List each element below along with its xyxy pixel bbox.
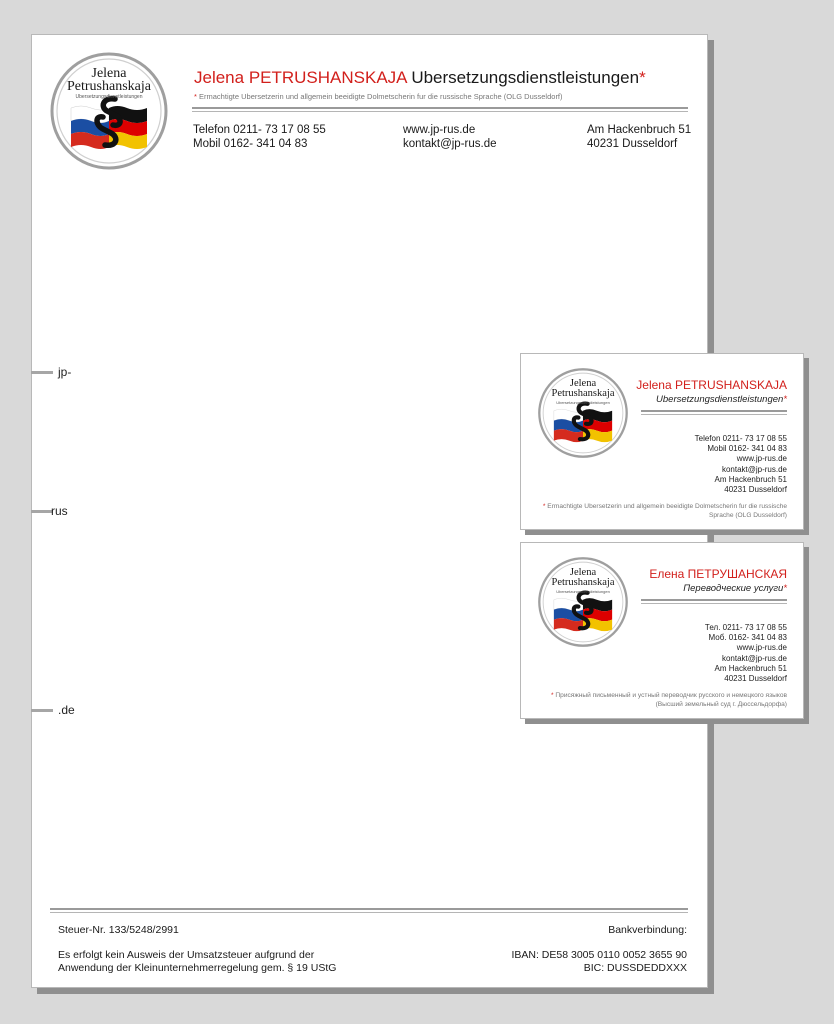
card-contact-list: Тел. 0211- 73 17 08 55 Моб. 0162- 341 04 83 www.jp-rus.de kontakt@jp-rus.de Am Hackenbruch 51 40231 Dusseldorf	[704, 623, 787, 684]
logo-seal-icon: Jelena Petrushanskaja Ubersetzungsdienstleistungen	[537, 367, 629, 459]
letterhead-name: Jelena PETRUSHANSKAJA	[194, 68, 407, 87]
card-service: Ubersetzungsdienstleistungen*	[656, 394, 787, 405]
card-note: * Присяжный письменный и устный переводчик русского и немецкого языков (Высший земельный суд г. Дюссельдорфа)	[550, 692, 787, 708]
email-link[interactable]: kontakt@jp-rus.de	[721, 653, 787, 663]
tax-number: Steuer-Nr. 133/5248/2991	[58, 924, 179, 936]
city: 40231 Dusseldorf	[587, 138, 678, 150]
footer-rule-thin	[50, 912, 688, 913]
header-rule-thin	[192, 111, 688, 112]
card-contact-list: Telefon 0211- 73 17 08 55 Mobil 0162- 341 04 83 www.jp-rus.de kontakt@jp-rus.de Am Hackenbruch 51 40231 Dusseldorf	[694, 434, 787, 495]
letterhead-service: Ubersetzungsdienstleistungen	[411, 68, 640, 87]
card-rule-thin	[641, 414, 787, 415]
iban: IBAN: DE58 3005 0110 0052 3655 90	[511, 949, 687, 961]
letterhead-title	[194, 68, 646, 88]
card-rule	[641, 599, 787, 601]
card-note: * Ermachtigte Ubersetzerin und allgemein beeidigte Dolmetscherin fur die russische Sprache (OLG Dusseldorf)	[542, 503, 787, 519]
card-name: Елена ПЕТРУШАНСКАЯ	[649, 567, 787, 581]
logo-tagline: Ubersetzungsdienstleistungen	[75, 94, 143, 100]
website-link[interactable]: www.jp-rus.de	[403, 124, 476, 136]
footer-rule	[50, 908, 688, 910]
header-rule	[192, 107, 688, 109]
business-card-de	[520, 353, 804, 530]
bank-details	[511, 949, 687, 975]
asterisk: *	[639, 68, 646, 87]
contact-web-block	[403, 123, 497, 151]
logo-last-name: Petrushanskaja	[67, 79, 151, 94]
margin-label-jp: jp-	[58, 365, 72, 379]
phone: Telefon 0211- 73 17 08 55	[193, 124, 326, 136]
contact-phone-block	[193, 123, 326, 151]
logo-seal-icon: Jelena Petrushanskaja Ubersetzungsdienstleistungen	[537, 556, 629, 648]
margin-label-rus: rus	[51, 504, 68, 518]
card-rule-thin	[641, 603, 787, 604]
fold-mark	[31, 510, 53, 513]
email-link[interactable]: kontakt@jp-rus.de	[721, 464, 787, 474]
fold-mark	[31, 709, 53, 712]
logo-seal-icon	[49, 51, 169, 171]
email-link[interactable]: kontakt@jp-rus.de	[403, 138, 497, 150]
vat-note: Es erfolgt kein Ausweis der Umsatzsteuer aufgrund der Anwendung der Kleinunternehmerregelung gem. § 19 UStG	[58, 949, 337, 974]
mobile: Mobil 0162- 341 04 83	[193, 138, 308, 150]
business-card-ru	[520, 542, 804, 719]
logo-first-name: Jelena	[91, 66, 127, 81]
bank-label: Bankverbindung:	[608, 924, 687, 936]
street: Am Hackenbruch 51	[587, 124, 692, 136]
card-name: Jelena PETRUSHANSKAJA	[636, 378, 787, 392]
card-rule	[641, 410, 787, 412]
bic: BIC: DUSSDEDDXXX	[583, 962, 687, 974]
fold-mark	[31, 371, 53, 374]
website-link[interactable]: www.jp-rus.de	[736, 643, 787, 653]
margin-label-de: .de	[58, 703, 75, 717]
contact-address-block	[587, 123, 691, 151]
card-service: Переводческие услуги*	[683, 583, 787, 594]
letterhead-note: * Ermachtigte Ubersetzerin und allgemein beeidigte Dolmetscherin fur die russische Sprache (OLG Dusseldorf)	[194, 92, 563, 101]
website-link[interactable]: www.jp-rus.de	[736, 454, 787, 464]
